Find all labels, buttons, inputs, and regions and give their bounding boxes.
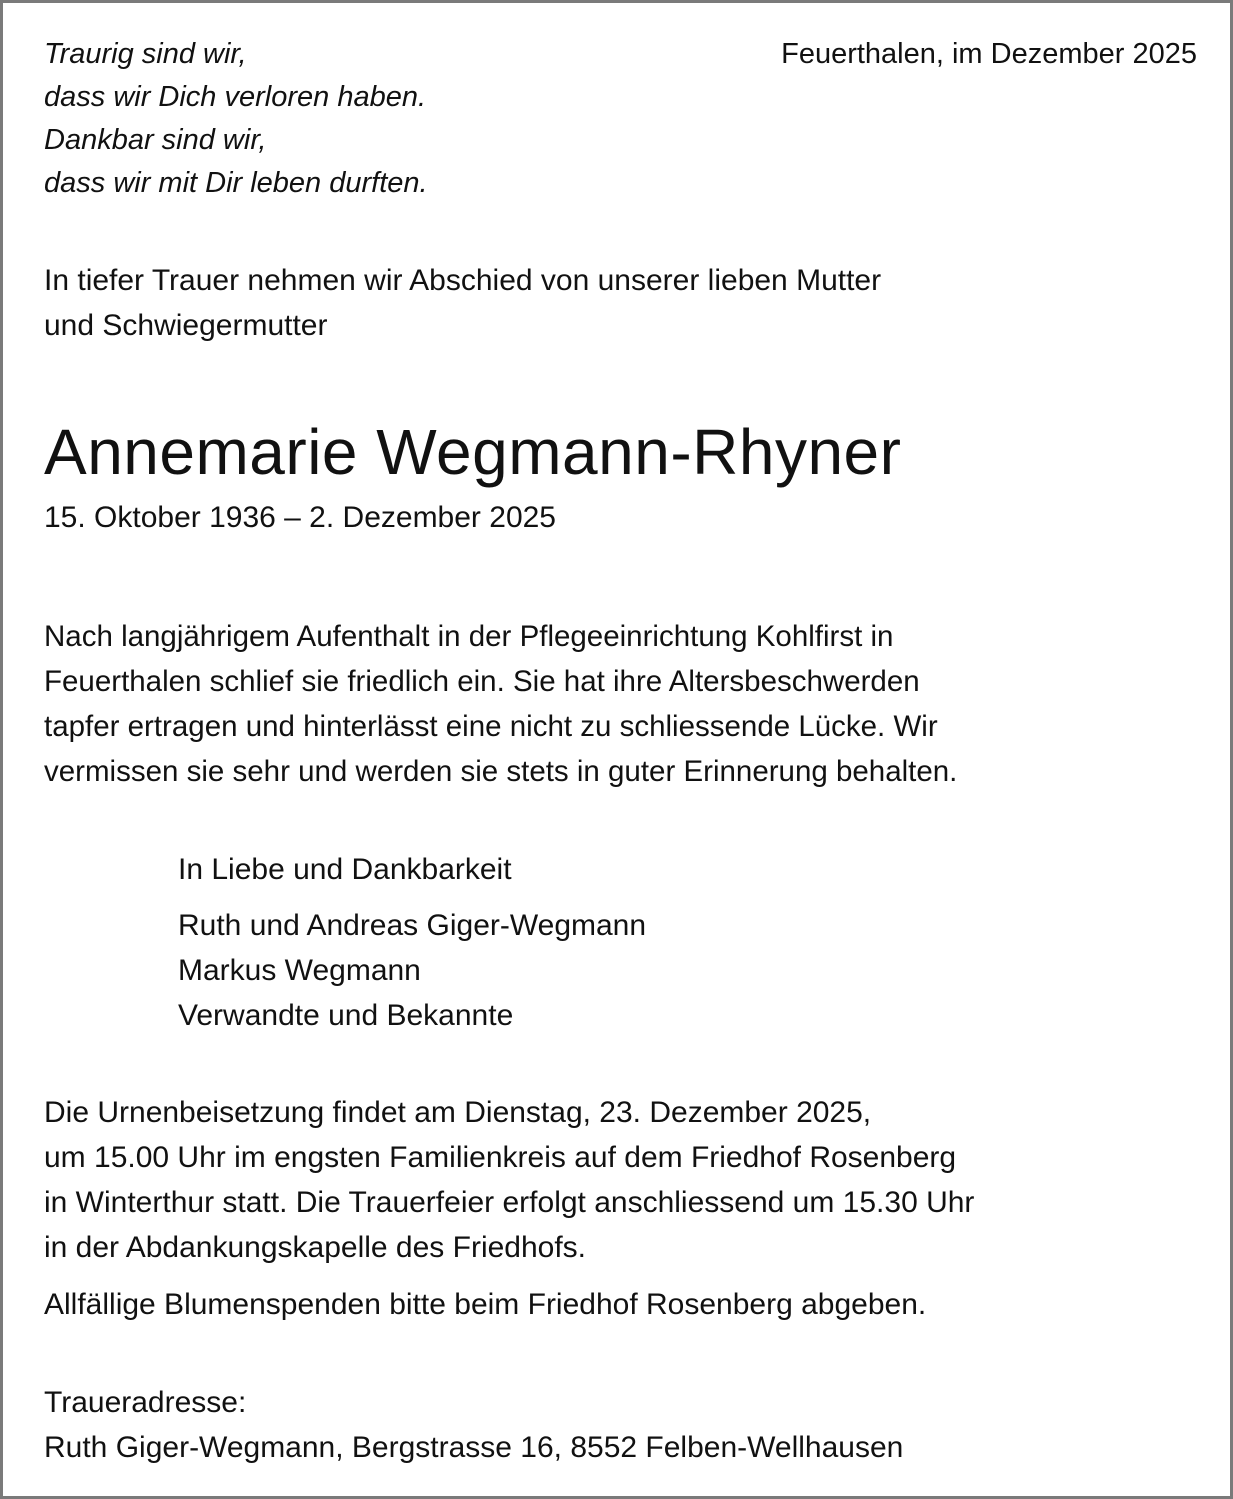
signoff: In Liebe und Dankbarkeit [178,853,512,886]
funeral-line: in der Abdankungskapelle des Friedhofs. [44,1231,587,1264]
family-member: Ruth und Andreas Giger-Wegmann [178,909,647,942]
paragraph-line: vermissen sie sehr und werden sie stets in guter Erinnerung behalten. [44,755,958,788]
family-member: Markus Wegmann [178,954,421,987]
paragraph-line: tapfer ertragen und hinterlässt eine nicht zu schliessende Lücke. Wir [44,710,938,743]
poem-line: dass wir Dich verloren haben. [44,81,427,113]
address-label: Traueradresse: [44,1386,247,1419]
poem-line: Dankbar sind wir, [44,124,267,156]
deceased-name: Annemarie Wegmann-Rhyner [44,416,902,488]
paragraph-line: Nach langjährigem Aufenthalt in der Pflegeeinrichtung Kohlfirst in [44,620,894,653]
funeral-line: in Winterthur statt. Die Trauerfeier erfolgt anschliessend um 15.30 Uhr [44,1186,975,1219]
mourning-address [44,1380,903,1470]
intro-line: In tiefer Trauer nehmen wir Abschied von unserer lieben Mutter [44,264,882,297]
address-line: Ruth Giger-Wegmann, Bergstrasse 16, 8552 Felben-Wellhausen [44,1431,904,1464]
funeral-line: um 15.00 Uhr im engsten Familienkreis auf dem Friedhof Rosenberg [44,1141,957,1174]
paragraph-line: Feuerthalen schlief sie friedlich ein. Sie hat ihre Altersbeschwerden [44,665,920,698]
place-date: Feuerthalen, im Dezember 2025 [781,38,1197,70]
obituary-paragraph [44,614,957,794]
funeral-info [44,1090,974,1270]
flowers-note: Allfällige Blumenspenden bitte beim Friedhof Rosenberg abgeben. [44,1288,927,1321]
poem [44,33,428,205]
poem-line: Traurig sind wir, [44,38,247,70]
poem-line: dass wir mit Dir leben durften. [44,167,428,199]
family-member: Verwandte und Bekannte [178,999,514,1032]
intro-line: und Schwiegermutter [44,309,328,342]
funeral-line: Die Urnenbeisetzung findet am Dienstag, 23. Dezember 2025, [44,1096,872,1129]
intro [44,258,881,348]
life-dates: 15. Oktober 1936 – 2. Dezember 2025 [44,501,556,534]
family-list [178,903,646,1038]
